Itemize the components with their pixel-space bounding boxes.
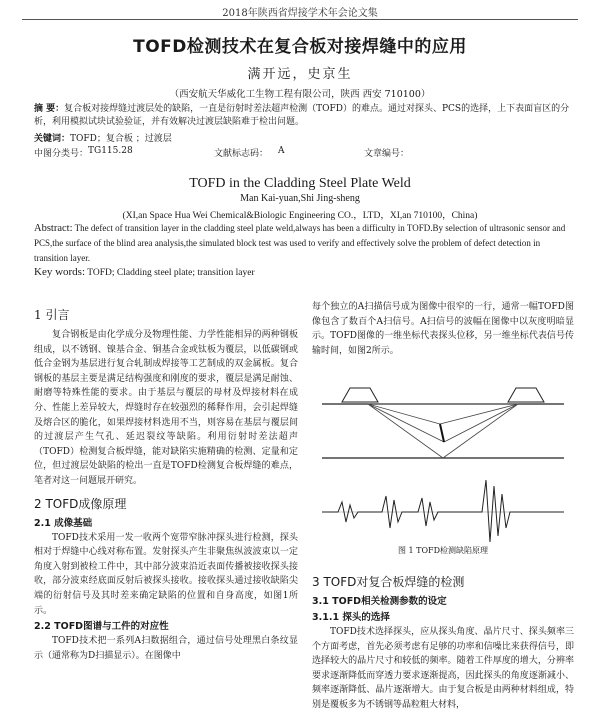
figure-1	[312, 362, 574, 542]
running-header: 2018年陕西省焊接学术年会论文集	[222, 8, 378, 19]
clc-value: TG115.28	[88, 146, 133, 156]
section-3-1-heading: 3.1 TOFD相关检测参数的设定	[312, 595, 447, 607]
authors-en: Man Kai-yuan,Shi Jing-sheng	[240, 193, 360, 204]
tip-ray-lower-out	[444, 404, 518, 442]
section-2-2-heading: 2.2 TOFD图谱与工件的对应性	[34, 621, 169, 633]
clc-label: 中图分类号：	[34, 149, 89, 159]
tofd-principle-diagram	[312, 362, 574, 542]
keywords-en	[34, 266, 255, 278]
receiver-probe-icon	[508, 388, 544, 402]
defect-crack	[440, 424, 444, 442]
keywords-cn-label: 关键词：	[34, 134, 71, 144]
figure-1-caption: 图 1 TOFD检测缺陷原理	[397, 546, 489, 556]
backwall-ray-down	[368, 404, 443, 458]
abstract-cn-label: 摘 要：	[34, 104, 65, 114]
title-cn: TOFD检测技术在复合板对接焊缝中的应用	[133, 37, 467, 57]
section-1-paragraph: 复合钢板是由化学成分及物理性能、力学性能相异的两种钢板组成，以不锈钢、镍基合金、铜基合金或钛板为覆层，以低碳钢或低合金钢为基层进行复合轧制成焊接等工艺制成的双金属板。复合钢板的基层主要是满足结构强度和刚度的要求，覆层是满足耐蚀、耐磨等特殊性能的要求。由于基层与覆层的母材及焊接材料在成分、性能上差异较大，焊缝时存在较强烈的稀释作用，会引起焊缝及熔合区的脆化，如果焊接材料选用不当，则容易在基层与覆层间的过渡层产生气孔、延迟裂纹等缺陷。利用衍射时差法超声（TOFD）检测复合板焊缝，能对缺陷实施精确的检测、定量和定位，但过渡层处缺陷的检出一直是TOFD检测复合板焊缝的难点，笔者对这一问题展开研究。	[34, 330, 298, 486]
authors-cn: 满开远，史京生	[247, 67, 353, 82]
section-1-heading: 1 引言	[34, 308, 70, 322]
tip-ray-upper-out	[440, 404, 518, 424]
keywords-en-label: Key words:	[34, 266, 86, 278]
abstract-en-label: Abstract:	[34, 223, 73, 234]
title-en: TOFD in the Cladding Steel Plate Weld	[189, 176, 411, 191]
doc-value: A	[278, 146, 285, 156]
section-2-1-paragraph: TOFD技术采用一发一收两个宽带窄脉冲探头进行检测，探头相对于焊缝中心线对称布置。发射探头产生非聚焦纵波波束以一定角度入射到被检工件中，其中部分波束沿近表面传播被接收探头接收，部分波束经底面反射后被探头接收。接收探头通过接收缺陷尖端的衍射信号及其时差来确定缺陷的位置和自身高度，如图1所示。	[34, 532, 298, 616]
tip-ray-lower-in	[368, 404, 444, 442]
keywords-cn-text: TOFD；复合板 ；过渡层	[70, 134, 172, 144]
keywords-en-text: TOFD; Cladding steel plate; transition layer	[87, 268, 255, 278]
section-3-1-1-paragraph: TOFD技术选择探头，应从探头角度、晶片尺寸、探头频率三个方面考虑，首先必须考虑有足够的功率和信噪比来获得信号，即选择较大的晶片尺寸和较低的频率。随着工件厚度的增大，分辨率要求逐渐降低而穿透力要求逐渐提高，因此探头的角度逐渐减小、频率逐渐降低、晶片逐渐增大。由于复合板是由两种材料组成，特别是覆板多为不锈钢等晶粒粗大材料，	[312, 626, 574, 710]
abstract-cn	[34, 103, 574, 129]
doc-label: 文献标志码：	[214, 149, 269, 159]
section-3-heading: 3 TOFD对复合板焊缝的检测	[312, 574, 465, 589]
article-number-label: 文章编号：	[364, 149, 410, 159]
section-3-1-1-heading: 3.1.1 探头的选择	[312, 611, 390, 623]
a-scan-waveform	[322, 480, 564, 542]
affiliation-en: (XI,an Space Hua Wei Chemical&Biologic Engineering CO.，LTD，XI,an 710100，China)	[122, 211, 478, 221]
affiliation-cn: （西安航天华威化工生物工程有限公司，陕西 西安 710100）	[169, 89, 431, 100]
header-rule	[22, 19, 578, 20]
transmitter-probe-icon	[342, 388, 378, 402]
section-2-heading: 2 TOFD成像原理	[34, 496, 127, 511]
keywords-cn	[34, 131, 172, 144]
right-column	[312, 300, 574, 713]
section-2-1-heading: 2.1 成像基础	[34, 517, 93, 529]
tip-ray-upper-in	[368, 404, 440, 424]
right-continuation-paragraph: 每个独立的A扫描信号成为图像中很窄的一行，通常一幅TOFD图像包含了数百个A扫信号。A扫信号的波幅在图像中以灰度明暗显示。TOFD图像的一维坐标代表探头位移，另一维坐标代表信号传输时间，如图2所示。	[312, 302, 574, 356]
backwall-ray-up	[443, 404, 518, 458]
section-2-2-paragraph: TOFD技术把一系列A扫数据组合，通过信号处理黑白条纹显示（通常称为D扫描显示）。在图像中	[34, 636, 298, 661]
left-column	[34, 300, 298, 663]
abstract-en	[34, 221, 570, 266]
abstract-en-text: The defect of transition layer in the cladding steel plate weld,always has been a difficulty in TOFD.By selection of ultrasonic sensor and PCS,the surface of the blind area analysis,the simulated block test was used to verify and effectively solve the problem of defect detection in transition layer.	[34, 223, 566, 263]
abstract-cn-text: 复合板对接焊缝过渡层处的缺陷，一直是衍射时差法超声检测（TOFD）的难点。通过对探头、PCS的选择，上下表面盲区的分析，利用模拟试块试验验证，并有效解决过渡层缺陷难于检出问题。	[34, 104, 570, 127]
